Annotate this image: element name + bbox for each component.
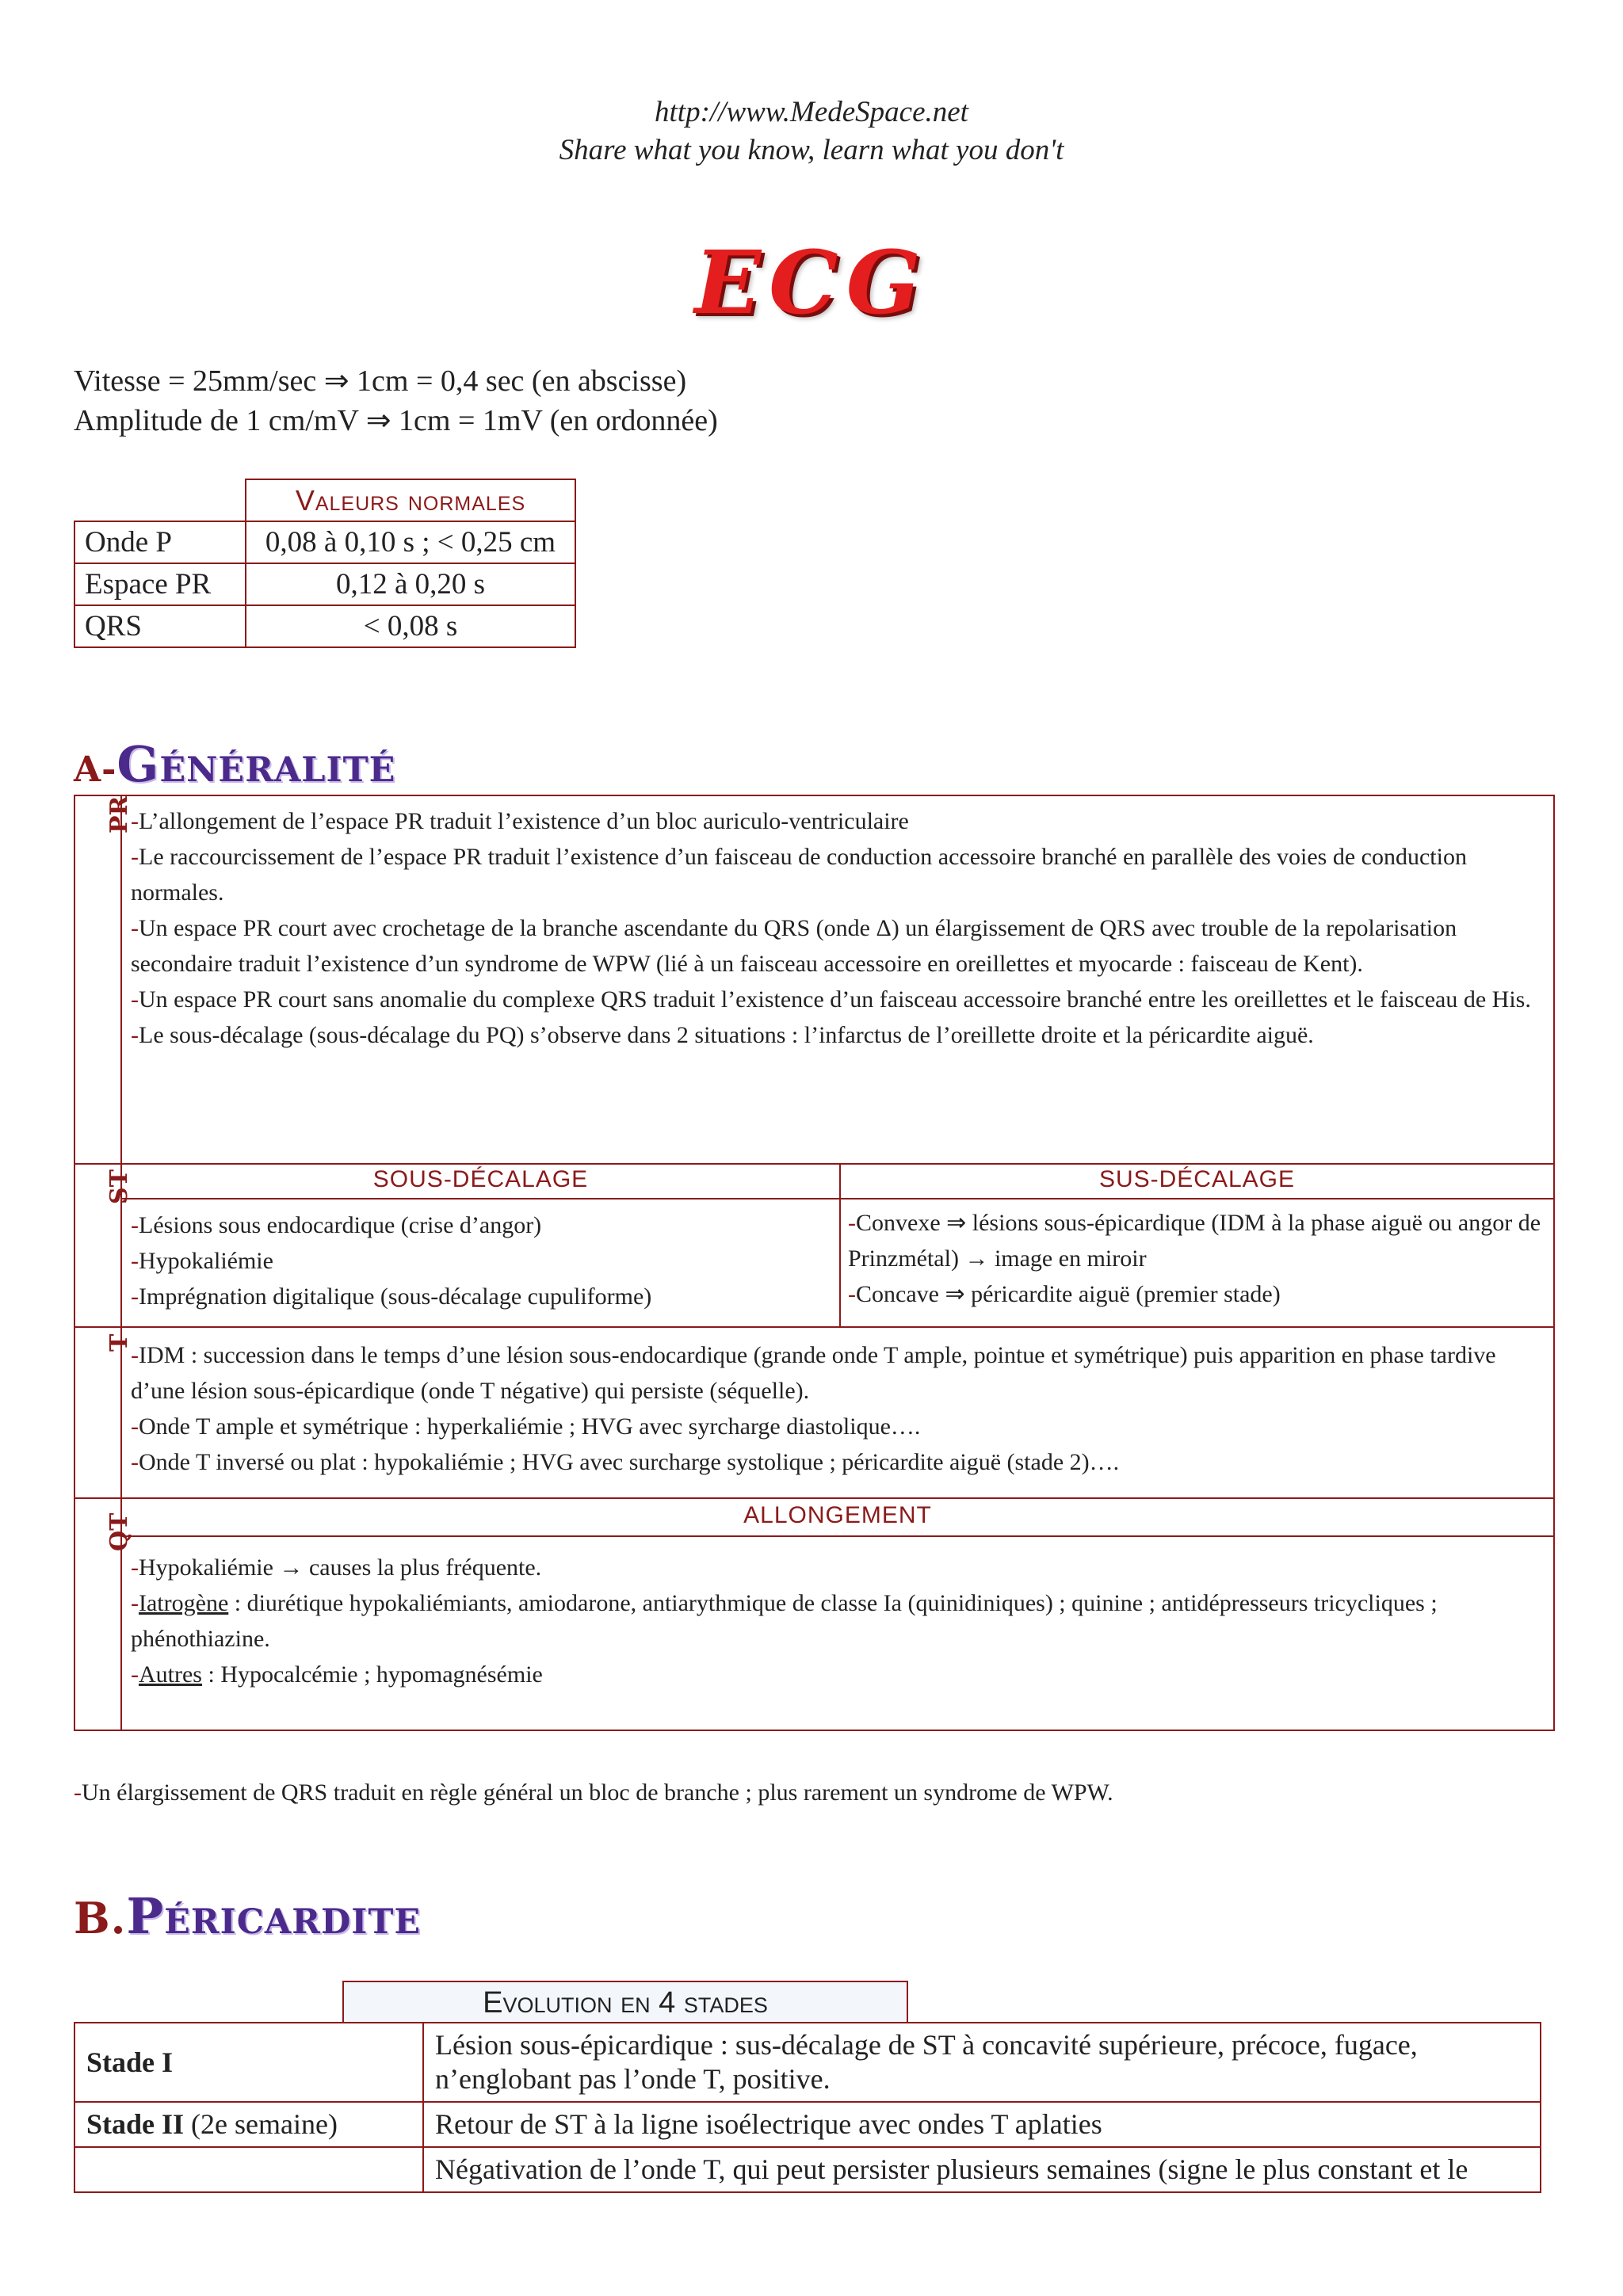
pr-content bbox=[131, 803, 1549, 1053]
row-label-qt: QT bbox=[105, 1512, 133, 1551]
header-url[interactable]: http://www.MedeSpace.net bbox=[655, 96, 968, 128]
list-item: -Imprégnation digitalique (sous-décalage cupuliforme) bbox=[131, 1283, 652, 1310]
row-label: Onde P bbox=[74, 521, 246, 563]
stage-cell: Stade I bbox=[74, 2023, 423, 2102]
list-item: -Un espace PR court avec crochetage de la branche ascendante du QRS (onde Δ) un élargissement de QRS avec trouble de la repolarisation secondaire traduit l’existence d’un syndrome de WPW (lié à un faisceau accessoire en oreillettes et myocarde : faisceau de Kent). bbox=[131, 915, 1457, 977]
qt-content bbox=[131, 1550, 1549, 1692]
divider-t-qt bbox=[74, 1497, 1555, 1499]
normal-values-table bbox=[74, 479, 576, 648]
qrs-footnote: -Un élargissement de QRS traduit en règle général un bloc de branche ; plus rarement un syndrome de WPW. bbox=[74, 1779, 1113, 1806]
list-item: -Hypokaliémie → causes la plus fréquente. bbox=[131, 1554, 542, 1581]
table-row bbox=[74, 2102, 1541, 2147]
header-tagline: Share what you know, learn what you don't bbox=[559, 134, 1064, 166]
list-item: -IDM : succession dans le temps d’une lésion sous-endocardique (grande onde T ample, pointue et symétrique) puis apparition en phase tardive d’une lésion sous-épicardique (onde T négative) qui persiste (séquelle). bbox=[131, 1342, 1496, 1404]
row-label: QRS bbox=[74, 605, 246, 647]
stage-description: Lésion sous-épicardique : sus-décalage de ST à concavité supérieure, précoce, fugace, n’englobant pas l’onde T, positive. bbox=[423, 2023, 1541, 2102]
page-title: ECG bbox=[694, 231, 929, 334]
row-label-t: T bbox=[105, 1333, 133, 1352]
table-row bbox=[74, 2023, 1541, 2102]
list-item: -Concave ⇒ péricardite aiguë (premier stade) bbox=[848, 1281, 1281, 1307]
list-item: -Convexe ⇒ lésions sous-épicardique (IDM à la phase aiguë ou angor de Prinzmétal) → image en miroir bbox=[848, 1210, 1541, 1272]
row-value: 0,12 à 0,20 s bbox=[246, 563, 575, 605]
section-a-title bbox=[74, 735, 395, 793]
list-item: -Le sous-décalage (sous-décalage du PQ) s’observe dans 2 situations : l’infarctus de l’oreillette droite et la péricardite aiguë. bbox=[131, 1022, 1314, 1048]
st-left-header: SOUS-DÉCALAGE bbox=[372, 1166, 589, 1192]
pericardite-table bbox=[74, 2022, 1541, 2193]
divider-qt-header bbox=[120, 1535, 1555, 1537]
list-item: -Le raccourcissement de l’espace PR traduit l’existence d’un faisceau de conduction accessoire branché en parallèle des voies de conduction normales. bbox=[131, 844, 1467, 906]
row-value: 0,08 à 0,10 s ; < 0,25 cm bbox=[246, 521, 575, 563]
table-row bbox=[74, 563, 575, 605]
label-column-divider bbox=[120, 795, 122, 1731]
t-content bbox=[131, 1337, 1549, 1480]
evolution-header: Evolution en 4 stades bbox=[342, 1981, 908, 2023]
table-row bbox=[74, 605, 575, 647]
normal-values-header: Valeurs normales bbox=[246, 479, 575, 521]
list-item: -Onde T ample et symétrique : hyperkaliémie ; HVG avec syrcharge diastolique…. bbox=[131, 1413, 921, 1440]
list-item: -Hypokaliémie bbox=[131, 1248, 273, 1274]
list-item: -Iatrogène : diurétique hypokaliémiants, amiodarone, antiarythmique de classe Ia (quinidiniques) ; quinine ; antidépresseurs tricycliques ; phénothiazine. bbox=[131, 1590, 1438, 1652]
st-left-content bbox=[131, 1207, 828, 1314]
st-right-header: SUS-DÉCALAGE bbox=[1098, 1166, 1296, 1192]
stage-cell bbox=[74, 2147, 423, 2192]
list-item: -Onde T inversé ou plat : hypokaliémie ; HVG avec surcharge systolique ; péricardite aiguë (stade 2)…. bbox=[131, 1449, 1120, 1475]
section-b-title bbox=[74, 1887, 421, 1945]
row-label-pr: PR bbox=[105, 795, 133, 833]
section-b-letter: B. bbox=[74, 1893, 127, 1943]
section-a-letter: A- bbox=[74, 749, 117, 790]
stage-description: Retour de ST à la ligne isoélectrique avec ondes T aplaties bbox=[423, 2102, 1541, 2147]
row-value: < 0,08 s bbox=[246, 605, 575, 647]
intro-amplitude: Amplitude de 1 cm/mV ⇒ 1cm = 1mV (en ordonnée) bbox=[74, 404, 718, 437]
section-b-heading: Péricardite bbox=[126, 1887, 422, 1945]
qt-header: ALLONGEMENT bbox=[743, 1502, 932, 1528]
stage-description: Négativation de l’onde T, qui peut persister plusieurs semaines (signe le plus constant et le bbox=[423, 2147, 1541, 2192]
row-label: Espace PR bbox=[74, 563, 246, 605]
list-item: -Un espace PR court sans anomalie du complexe QRS traduit l’existence d’un faisceau accessoire branché entre les oreillettes et le faisceau de His. bbox=[131, 986, 1531, 1013]
section-a-heading: Généralité bbox=[116, 735, 396, 793]
table-row bbox=[74, 2147, 1541, 2192]
stage-cell: Stade II (2e semaine) bbox=[74, 2102, 423, 2147]
list-item: -Autres : Hypocalcémie ; hypomagnésémie bbox=[131, 1661, 543, 1688]
divider-st-header bbox=[120, 1198, 1555, 1199]
divider-pr-st bbox=[74, 1163, 1555, 1165]
table-row bbox=[74, 521, 575, 563]
intro-speed: Vitesse = 25mm/sec ⇒ 1cm = 0,4 sec (en abscisse) bbox=[74, 364, 687, 398]
st-right-content bbox=[848, 1205, 1549, 1312]
divider-st-t bbox=[74, 1326, 1555, 1328]
row-label-st: ST bbox=[105, 1169, 133, 1204]
list-item: -Lésions sous endocardique (crise d’angor) bbox=[131, 1212, 542, 1238]
list-item: -L’allongement de l’espace PR traduit l’existence d’un bloc auriculo-ventriculaire bbox=[131, 808, 909, 834]
